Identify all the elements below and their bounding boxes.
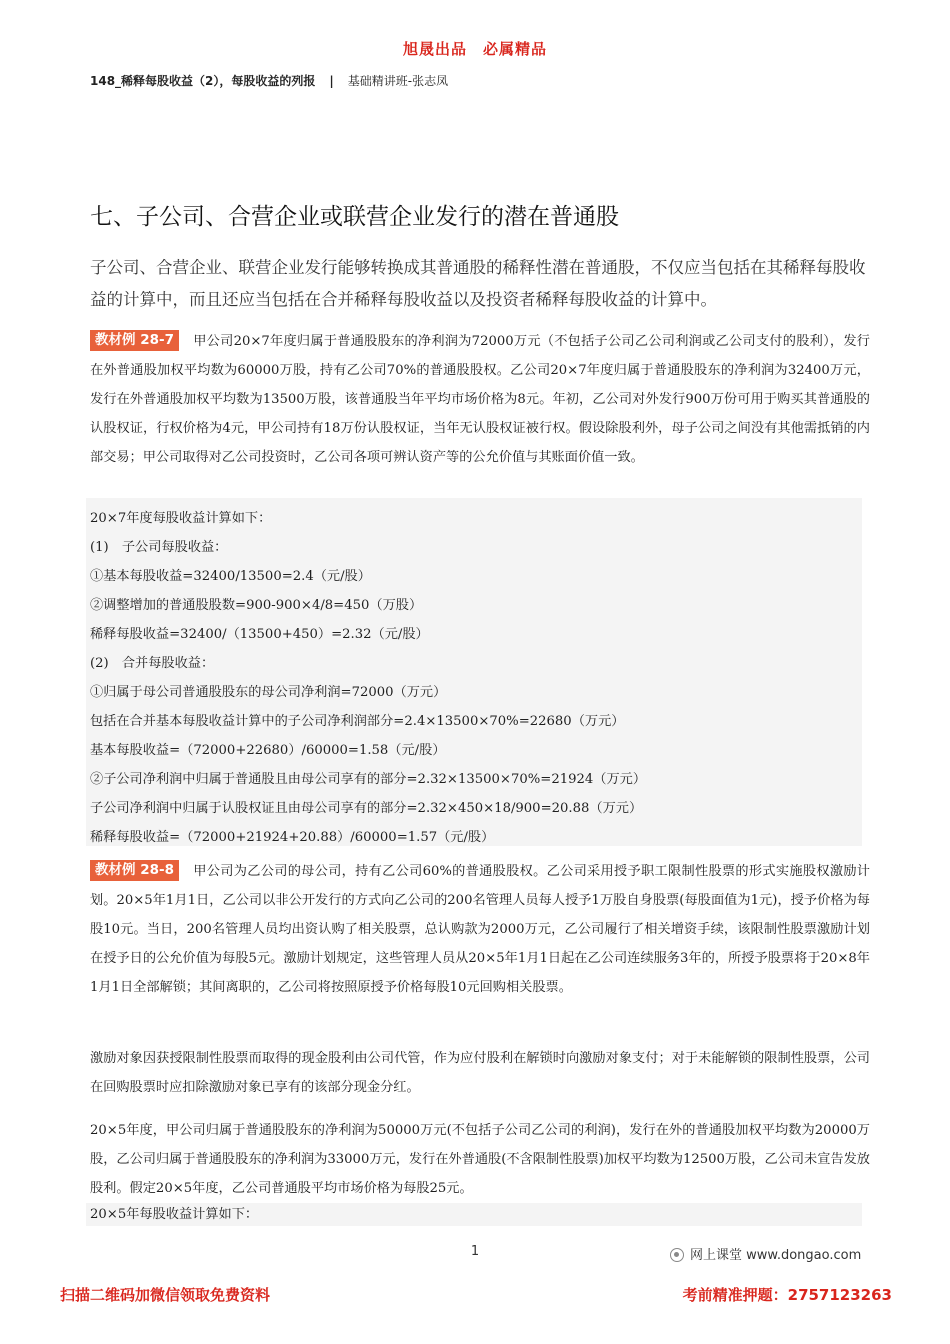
calculation-box-2: 20×5年每股收益计算如下：: [86, 1203, 862, 1226]
calc-line: (2) 合并每股收益：: [90, 656, 215, 671]
example-tag: 教材例 28-7: [90, 330, 179, 351]
example-28-8: [90, 857, 870, 1002]
example-text: 甲公司为乙公司的母公司，持有乙公司60%的普通股股权。乙公司采用授予职工限制性股票的形式实施股权激励计划。20×5年1月1日，乙公司以非公开发行的方式向乙公司的200名管理人员每人授予1万股自身股票(每股面值为1元)，授予价格为每股10元。当日，200名管理人员均出资认购了相关股票，总认购款为2000万元，乙公司履行了相关增资手续，该限制性股票激励计划在授予日的公允价值为每股5元。激励计划规定，这些管理人员从20×5年1月1日起在乙公司连续服务3年的，所授予股票将于20×8年1月1日全部解锁；其间离职的，乙公司将按照原授予价格每股10元回购相关股票。: [90, 864, 870, 995]
calc-line: 基本每股收益=（72000+22680）/60000=1.58（元/股）: [90, 743, 446, 758]
calc-line: ②调整增加的普通股股数=900-900×4/8=450（万股）: [90, 598, 423, 613]
lesson-title: 148_稀释每股收益（2），每股收益的列报: [90, 74, 316, 88]
dividend-paragraph: 激励对象因获授限制性股票而取得的现金股利由公司代管，作为应付股利在解锁时向激励对象支付；对于未能解锁的限制性股票，公司在回购股票时应扣除激励对象已享有的该部分现金分红。: [90, 1051, 870, 1095]
course-header: [90, 72, 870, 89]
calculation-box-1: [86, 498, 862, 846]
calc-line: ②子公司净利润中归属于普通股且由母公司享有的部分=2.32×13500×70%=21924（万元）: [90, 772, 647, 787]
calc-line: 包括在合并基本每股收益计算中的子公司净利润部分=2.4×13500×70%=22680（万元）: [90, 714, 625, 729]
section-title: 七、子公司、合营企业或联营企业发行的潜在普通股: [90, 204, 619, 230]
qr-promo-text: 扫描二维码加微信领取免费资料: [60, 1286, 271, 1304]
header-separator: |: [329, 74, 334, 88]
contact-promo-text: 考前精准押题：2757123263: [682, 1286, 892, 1304]
example-28-7: [90, 327, 870, 472]
calc-line: 20×7年度每股收益计算如下：: [90, 511, 272, 526]
example-text: 甲公司20×7年度归属于普通股股东的净利润为72000万元（不包括子公司乙公司利润或乙公司支付的股利），发行在外普通股加权平均数为60000万股，持有乙公司70%的普通股股权。乙公司20×7年度归属于普通股股东的净利润为32400万元，发行在外普通股加权平均数为13500万股，该普通股当年平均市场价格为8元。年初，乙公司对外发行900万份可用于购买其普通股的认股权证，行权价格为4元，甲公司持有18万份认股权证，当年无认股权证被行权。假设除股利外，母子公司之间没有其他需抵销的内部交易；甲公司取得对乙公司投资时，乙公司各项可辨认资产等的公允价值与其账面价值一致。: [90, 334, 870, 465]
page-number: 1: [470, 1244, 480, 1259]
calc-line: 稀释每股收益=（72000+21924+20.88）/60000=1.57（元/股）: [90, 830, 495, 845]
dongao-logo-icon: [670, 1248, 684, 1262]
promo-banner-top: 旭晟出品 必属精品: [402, 40, 547, 58]
brand-text: 网上课堂 www.dongao.com: [690, 1248, 862, 1263]
section-intro: 子公司、合营企业、联营企业发行能够转换成其普通股的稀释性潜在普通股，不仅应当包括在其稀释每股收益的计算中，而且还应当包括在合并稀释每股收益以及投资者稀释每股收益的计算中。: [90, 258, 866, 309]
calc-line: 稀释每股收益=32400/（13500+450）=2.32（元/股）: [90, 627, 429, 642]
example-tag: 教材例 28-8: [90, 860, 179, 881]
footer-brand: [670, 1244, 861, 1263]
calc-line: 子公司净利润中归属于认股权证且由母公司享有的部分=2.32×450×18/900=20.88（万元）: [90, 801, 643, 816]
calc-line: (1) 子公司每股收益：: [90, 540, 228, 555]
calc-line: ①基本每股收益=32400/13500=2.4（元/股）: [90, 569, 371, 584]
course-name: 基础精讲班-张志凤: [347, 74, 449, 88]
profit-paragraph: 20×5年度，甲公司归属于普通股股东的净利润为50000万元(不包括子公司乙公司的利润)，发行在外的普通股加权平均数为20000万股，乙公司归属于普通股股东的净利润为33000万元，发行在外普通股(不含限制性股票)加权平均数为12500万股，乙公司未宣告发放股利。假定20×5年度，乙公司普通股平均市场价格为每股25元。: [90, 1123, 870, 1196]
promo-banner-bottom: [0, 1284, 950, 1306]
calc-line: ①归属于母公司普通股股东的母公司净利润=72000（万元）: [90, 685, 447, 700]
